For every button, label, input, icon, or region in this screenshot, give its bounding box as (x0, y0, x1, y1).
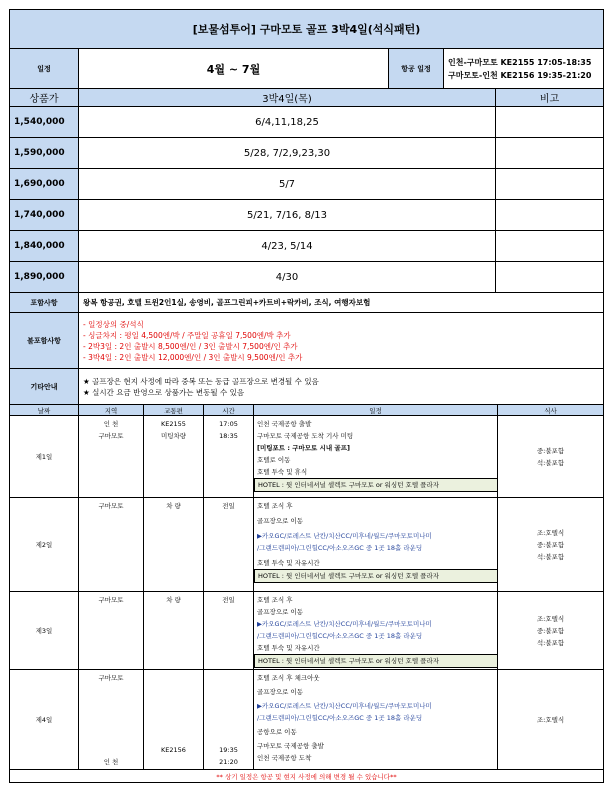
info-table (9, 292, 604, 405)
header-table (9, 9, 604, 89)
note-cell (496, 262, 604, 293)
note-cell (496, 169, 604, 200)
schedule-header-transport: 교통편 (144, 405, 204, 416)
golf-course-list: /그랜드렌피아/그린힐CC/아소오즈GC 중 1곳 18홀 라운딩 (257, 632, 423, 640)
itinerary-item: 호텔로 이동 (257, 456, 291, 464)
note-header: 비고 (496, 89, 604, 107)
day-row (10, 498, 604, 592)
page-title: [보물섬투어] 구마모토 골프 3박4일(석식패턴) (10, 10, 604, 49)
hotel-line: HOTEL : 뒷 인터네셔널 셀렉트 구마모토 or 워싱턴 호텔 플라자 (254, 478, 498, 492)
meal-item: 조:호텔식 (536, 715, 565, 724)
price-cell: 1,740,000 (10, 200, 79, 231)
region-item: 구마모토 (98, 432, 124, 440)
itinerary-item: 호텔 투숙 및 자유시간 (257, 644, 320, 652)
region-item: 인 천 (103, 420, 119, 428)
schedule-header-time: 시간 (204, 405, 254, 416)
meals-cell (498, 498, 604, 592)
itinerary-item: 공항으로 이동 (257, 728, 297, 736)
itinerary-cell (254, 592, 498, 670)
period-value: 4월 ~ 7월 (79, 49, 389, 89)
schedule-header-date: 날짜 (10, 405, 79, 416)
other-item: ★ 골프장은 현지 사정에 따라 중복 또는 동급 골프장으로 변경될 수 있음 (83, 376, 319, 386)
itinerary-item: 호텔 투숙 및 자유시간 (257, 559, 320, 567)
golf-course-list: /그랜드렌피아/그린힐CC/아소오즈GC 중 1곳 18홀 라운딩 (257, 714, 423, 722)
excluded-item: - 싱글차지 : 평일 4,500엔/박 / 주말일 공휴일 7,500엔/박 추가 (83, 330, 291, 340)
region-item: 인 천 (103, 758, 119, 766)
transport-cell (144, 592, 204, 670)
note-cell (496, 138, 604, 169)
included-label: 포함사항 (10, 293, 79, 313)
region-cell (79, 670, 144, 770)
region-cell (79, 592, 144, 670)
price-table (9, 88, 604, 293)
itinerary-item: 호텔 조식 후 체크아웃 (257, 674, 320, 682)
other-item: ★ 실시간 요금 반영으로 상품가는 변동될 수 있음 (83, 387, 245, 397)
time-cell (204, 592, 254, 670)
itinerary-item: 인천 국제공항 도착 (257, 754, 312, 762)
hotel-line: HOTEL : 뒷 인터네셔널 셀렉트 구마모토 or 워싱턴 호텔 플라자 (254, 654, 498, 668)
meal-item: 석:불포함 (536, 638, 565, 647)
price-cell: 1,590,000 (10, 138, 79, 169)
region-item: 구마모토 (98, 674, 124, 682)
meal-item: 중:불포함 (536, 626, 565, 635)
flight-schedule (444, 49, 604, 89)
flight-outbound: 인천-구마모토 KE2155 17:05-18:35 (448, 57, 592, 67)
note-cell (496, 200, 604, 231)
transport-item: KE2156 (161, 746, 186, 754)
meals-cell (498, 670, 604, 770)
itinerary-item: 골프장으로 이동 (257, 517, 304, 525)
dates-cell: 5/28, 7/2,9,23,30 (79, 138, 496, 169)
itinerary-cell (254, 416, 498, 498)
itinerary-item: 호텔 투숙 및 휴식 (257, 468, 308, 476)
other-label: 기타안내 (10, 369, 79, 405)
golf-course-list: ▶카오GC/로레스트 난칸/치산CC/미후네/월드/쿠마모토미나미 (257, 532, 432, 540)
flight-label: 항공 일정 (389, 49, 444, 89)
meals-cell (498, 416, 604, 498)
time-item: 전일 (222, 596, 235, 604)
transport-cell (144, 670, 204, 770)
itinerary-item: 구마모토 국제공항 도착 기사 미팅 (257, 432, 354, 440)
dates-cell: 5/7 (79, 169, 496, 200)
schedule-footer-note: ** 상기 일정은 항공 및 현지 사정에 의해 변경 될 수 있습니다** (10, 770, 604, 783)
dates-cell: 4/30 (79, 262, 496, 293)
day-row (10, 416, 604, 498)
day-label: 제2일 (10, 498, 79, 592)
time-item: 21:20 (219, 758, 238, 766)
itinerary-item: 호텔 조식 후 (257, 596, 293, 604)
price-cell: 1,840,000 (10, 231, 79, 262)
excluded-item: - 3박4일 : 2인 출발시 12,000엔/인 / 3인 출발시 9,500엔/인 추가 (83, 352, 303, 362)
schedule-header-region: 지역 (79, 405, 144, 416)
day-label: 제3일 (10, 592, 79, 670)
itinerary-cell (254, 670, 498, 770)
itinerary-item: 골프장으로 이동 (257, 608, 304, 616)
included-text: 왕복 항공권, 호텔 트윈2인1실, 송영비, 골프그린피+카트비+락카비, 조식, 여행자보험 (79, 293, 604, 313)
dates-cell: 6/4,11,18,25 (79, 107, 496, 138)
golf-course-list: /그랜드렌피아/그린힐CC/아소오즈GC 중 1곳 18홀 라운딩 (257, 544, 423, 552)
flight-inbound: 구마모토-인천 KE2156 19:35-21:20 (448, 70, 592, 80)
meal-item: 조:호텔식 (536, 528, 565, 537)
time-item: 18:35 (219, 432, 238, 440)
excluded-item: - 2박3일 : 2인 출발시 8,500엔/인 / 3인 출발시 7,500엔/인 추가 (83, 341, 298, 351)
schedule-table (9, 404, 604, 783)
time-item: 전일 (222, 502, 235, 510)
excluded-item: - 일정상의 중/석식 (83, 319, 144, 329)
time-cell (204, 498, 254, 592)
itinerary-item: 골프장으로 이동 (257, 688, 304, 696)
excluded-label: 불포함사항 (10, 313, 79, 369)
itinerary-item: 구마모토 국제공항 출발 (257, 742, 324, 750)
other-list (79, 369, 604, 405)
itinerary-cell (254, 498, 498, 592)
dates-header: 3박4일(목) (79, 89, 496, 107)
region-item: 구마모토 (98, 502, 124, 510)
transport-item: 미팅차량 (160, 432, 187, 440)
excluded-list (79, 313, 604, 369)
meal-item: 중:불포함 (536, 540, 565, 549)
time-cell (204, 416, 254, 498)
itinerary-item: 호텔 조식 후 (257, 502, 293, 510)
price-cell: 1,540,000 (10, 107, 79, 138)
note-cell (496, 107, 604, 138)
transport-item: 차 량 (166, 596, 181, 604)
day-label: 제4일 (10, 670, 79, 770)
transport-cell (144, 416, 204, 498)
golf-course-list: ▶카오GC/로레스트 난칸/치산CC/미후네/월드/쿠마모토미나미 (257, 620, 432, 628)
price-cell: 1,890,000 (10, 262, 79, 293)
golf-course-list: ▶카오GC/로레스트 난칸/치산CC/미후네/월드/쿠마모토미나미 (257, 702, 432, 710)
meal-item: 석:불포함 (536, 458, 565, 467)
dates-cell: 4/23, 5/14 (79, 231, 496, 262)
period-label: 일정 (10, 49, 79, 89)
transport-item: KE2155 (161, 420, 186, 428)
time-cell (204, 670, 254, 770)
meals-cell (498, 592, 604, 670)
time-item: 17:05 (219, 420, 238, 428)
region-cell (79, 498, 144, 592)
meal-item: 중:불포함 (536, 446, 565, 455)
transport-cell (144, 498, 204, 592)
time-item: 19:35 (219, 746, 238, 754)
itinerary-item: 인천 국제공항 출발 (257, 420, 312, 428)
schedule-header-itinerary: 일정 (254, 405, 498, 416)
day-row (10, 670, 604, 770)
day-label: 제1일 (10, 416, 79, 498)
note-cell (496, 231, 604, 262)
day-row (10, 592, 604, 670)
price-cell: 1,690,000 (10, 169, 79, 200)
transport-item: 차 량 (166, 502, 181, 510)
meal-item: 조:호텔식 (536, 614, 565, 623)
region-item: 구마모토 (98, 596, 124, 604)
meal-item: 석:불포함 (536, 552, 565, 561)
dates-cell: 5/21, 7/16, 8/13 (79, 200, 496, 231)
price-header: 상품가 (10, 89, 79, 107)
schedule-header-meals: 식사 (498, 405, 604, 416)
hotel-line: HOTEL : 뒷 인터네셔널 셀렉트 구마모토 or 워싱턴 호텔 플라자 (254, 569, 498, 583)
region-cell (79, 416, 144, 498)
itinerary-document (9, 9, 603, 783)
itinerary-item: [미팅포트 : 구마모토 시내 골프] (257, 444, 350, 452)
